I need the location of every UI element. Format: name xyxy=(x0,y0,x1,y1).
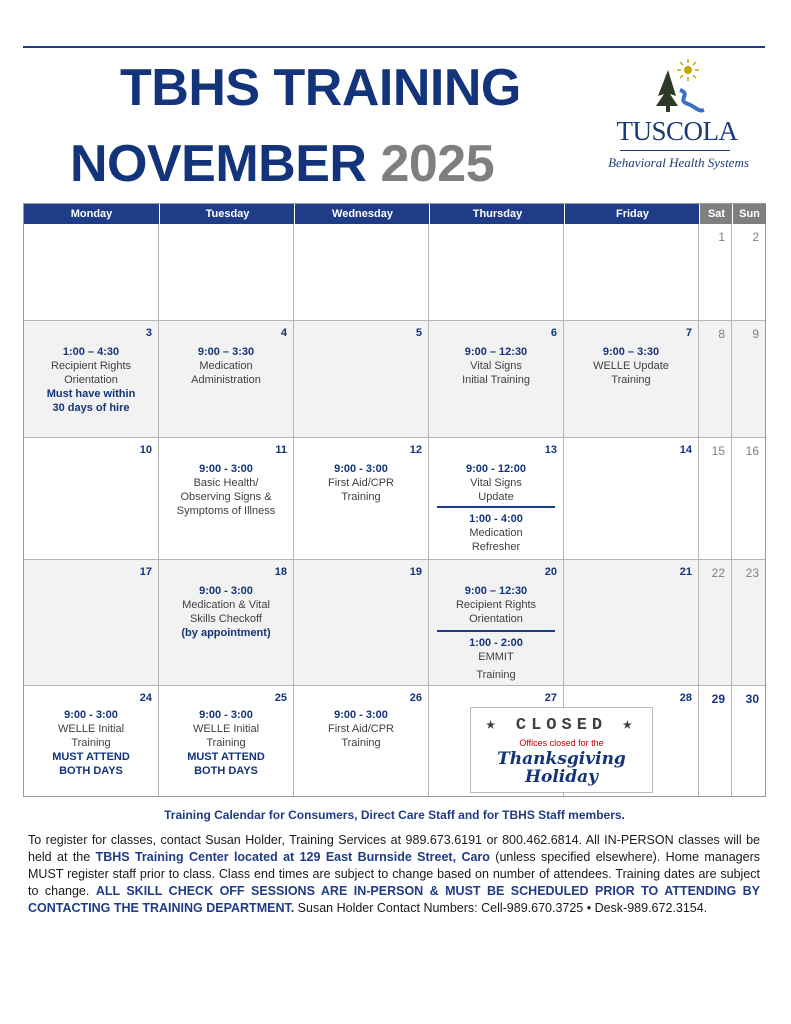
day-cell-12 xyxy=(294,438,429,560)
event-title: Training xyxy=(341,737,381,749)
event-note: (by appointment) xyxy=(181,627,271,639)
info-text: To register for classes, contact Susan Holder, Training Services at 989.673.6191 or 800.462.6814. All IN-PERSON classes will be held at the xyxy=(28,833,760,864)
day-number: 11 xyxy=(275,444,287,456)
day-number: 3 xyxy=(145,327,152,339)
day-cell-25 xyxy=(159,686,294,796)
day-number: 22 xyxy=(711,566,725,580)
day-number: 2 xyxy=(752,230,759,244)
day-cell-empty xyxy=(564,224,699,321)
day-cell-empty xyxy=(159,224,294,321)
day-cell-22 xyxy=(699,560,732,686)
event-title: Medication xyxy=(199,360,253,372)
event-welle-initial xyxy=(24,708,158,778)
event-vital-signs-update xyxy=(429,462,563,504)
day-cell-15 xyxy=(699,438,732,560)
event-emmit-training xyxy=(429,636,563,682)
logo-name: TUSCOLA xyxy=(616,116,738,146)
event-time: 9:00 – 3:30 xyxy=(197,346,255,358)
event-time: 1:00 - 4:00 xyxy=(469,513,523,525)
day-cell-13 xyxy=(429,438,564,560)
event-title: Symptoms of Illness xyxy=(176,505,276,517)
event-divider xyxy=(437,630,555,632)
event-title: Basic Health/ xyxy=(193,477,259,489)
day-cell-empty xyxy=(24,224,159,321)
day-number: 29 xyxy=(711,692,725,706)
event-note: BOTH DAYS xyxy=(194,765,258,777)
event-title: Refresher xyxy=(471,541,521,553)
event-title: Update xyxy=(478,491,514,503)
day-cell-2 xyxy=(732,224,765,321)
day-cell-7 xyxy=(564,321,699,438)
event-note: 30 days of hire xyxy=(52,402,130,414)
event-note: MUST ATTEND xyxy=(52,751,130,763)
event-basic-health xyxy=(159,462,293,518)
event-welle-update xyxy=(564,345,698,387)
event-time: 9:00 - 3:00 xyxy=(199,709,253,721)
logo-divider xyxy=(620,150,730,151)
day-cell-26 xyxy=(294,686,429,796)
event-time: 9:00 - 3:00 xyxy=(199,585,253,597)
event-skills-checkoff xyxy=(159,584,293,640)
event-divider xyxy=(437,506,555,508)
event-title: Orientation xyxy=(64,374,118,386)
closed-title-text: CLOSED xyxy=(515,716,608,735)
day-cell-empty xyxy=(294,224,429,321)
event-title: Orientation xyxy=(469,613,523,625)
event-time: 9:00 - 3:00 xyxy=(64,709,118,721)
day-number: 12 xyxy=(409,444,422,456)
event-note: Must have within xyxy=(46,388,136,400)
info-text: (unless specified elsewhere). Home managers MUST register staff prior to class. Class end times are subject to change based on number of attendees. Training dates are subject to change. xyxy=(28,850,760,898)
day-number: 1 xyxy=(718,230,725,244)
day-number: 9 xyxy=(752,327,759,341)
closed-title: ★ CLOSED ★ xyxy=(485,716,638,735)
day-number: 25 xyxy=(274,692,287,704)
event-title: Recipient Rights xyxy=(50,360,132,372)
event-title: Vital Signs xyxy=(470,477,522,489)
event-title: Training xyxy=(206,737,246,749)
registration-info xyxy=(28,832,760,917)
day-number: 24 xyxy=(139,692,152,704)
title-month: NOVEMBER xyxy=(70,135,367,193)
day-cell-30 xyxy=(732,686,765,796)
event-title: WELLE Initial xyxy=(192,723,260,735)
event-title: Skills Checkoff xyxy=(190,613,262,625)
day-number: 13 xyxy=(544,444,557,456)
logo-subtitle: Behavioral Health Systems xyxy=(608,155,749,170)
calendar-grid xyxy=(23,203,766,797)
event-note: BOTH DAYS xyxy=(59,765,123,777)
day-number: 26 xyxy=(409,692,422,704)
holiday-line: Thanksgiving xyxy=(497,749,626,769)
day-cell-3 xyxy=(24,321,159,438)
event-title: Observing Signs & xyxy=(180,491,272,503)
event-time: 9:00 – 3:30 xyxy=(602,346,660,358)
weekday-header-friday: Friday xyxy=(564,204,700,224)
day-number: 18 xyxy=(274,566,287,578)
day-cell-8 xyxy=(699,321,732,438)
day-cell-6 xyxy=(429,321,564,438)
closed-sign xyxy=(470,707,653,793)
event-time: 9:00 - 3:00 xyxy=(199,463,253,475)
day-cell-19 xyxy=(294,560,429,686)
day-number: 14 xyxy=(679,444,692,456)
day-number: 28 xyxy=(679,692,692,704)
weekday-header-monday: Monday xyxy=(24,204,159,224)
weekday-header-sat: Sat xyxy=(699,204,733,224)
info-location: TBHS Training Center located at 129 East Burnside Street, Caro xyxy=(95,850,490,864)
day-number: 4 xyxy=(280,327,287,339)
event-first-aid-cpr xyxy=(294,708,428,750)
day-cell-29 xyxy=(699,686,732,796)
event-title: Training xyxy=(476,669,516,681)
weekday-header-sun: Sun xyxy=(732,204,766,224)
event-time: 9:00 – 12:30 xyxy=(464,346,528,358)
day-cell-1 xyxy=(699,224,732,321)
event-time: 1:00 – 4:30 xyxy=(62,346,120,358)
day-cell-10 xyxy=(24,438,159,560)
event-title: Initial Training xyxy=(462,374,530,386)
event-medication-admin xyxy=(159,345,293,387)
day-cell-empty xyxy=(429,224,564,321)
day-number: 17 xyxy=(139,566,152,578)
day-cell-5 xyxy=(294,321,429,438)
info-contact: Susan Holder Contact Numbers: Cell-989.670.3725 • Desk-989.672.3154. xyxy=(294,901,708,915)
event-title: Vital Signs xyxy=(470,360,522,372)
day-cell-16 xyxy=(732,438,765,560)
day-cell-18 xyxy=(159,560,294,686)
event-title: First Aid/CPR xyxy=(327,477,394,489)
event-recipient-rights xyxy=(24,345,158,415)
event-title: Administration xyxy=(191,374,261,386)
day-number: 19 xyxy=(409,566,422,578)
title-year: 2025 xyxy=(380,135,495,193)
top-rule xyxy=(23,46,765,48)
event-time: 1:00 - 2:00 xyxy=(469,637,523,649)
event-title: First Aid/CPR xyxy=(327,723,394,735)
event-vital-signs xyxy=(429,345,563,387)
event-title: Medication xyxy=(469,527,523,539)
day-cell-4 xyxy=(159,321,294,438)
event-first-aid-cpr xyxy=(294,462,428,504)
event-title: Recipient Rights xyxy=(455,599,537,611)
event-title: EMMIT xyxy=(478,651,514,663)
day-number: 23 xyxy=(745,566,759,580)
event-title: WELLE Update xyxy=(593,360,669,372)
day-number: 15 xyxy=(711,444,725,458)
day-number: 21 xyxy=(679,566,692,578)
page-subtitle xyxy=(70,134,494,194)
event-medication-refresher xyxy=(429,512,563,554)
info-requirement: ALL SKILL CHECK OFF SESSIONS ARE IN-PERSON & MUST BE SCHEDULED PRIOR TO ATTENDING BY CONTACTING THE TRAINING DEPARTMENT. xyxy=(28,884,760,915)
day-number: 10 xyxy=(139,444,152,456)
day-number: 16 xyxy=(745,444,759,458)
weekday-header-thursday: Thursday xyxy=(429,204,565,224)
day-cell-11 xyxy=(159,438,294,560)
day-number: 8 xyxy=(718,327,725,341)
event-title: WELLE Initial xyxy=(57,723,125,735)
weekday-header-tuesday: Tuesday xyxy=(159,204,295,224)
event-time: 9:00 - 3:00 xyxy=(334,709,388,721)
day-number: 7 xyxy=(685,327,692,339)
calendar-tagline: Training Calendar for Consumers, Direct Care Staff and for TBHS Staff members. xyxy=(164,808,625,822)
day-cell-21 xyxy=(564,560,699,686)
day-number: 20 xyxy=(544,566,557,578)
event-note: MUST ATTEND xyxy=(187,751,265,763)
day-cell-14 xyxy=(564,438,699,560)
page-title: TBHS TRAINING xyxy=(120,59,521,117)
day-cell-20 xyxy=(429,560,564,686)
event-time: 9:00 – 12:30 xyxy=(464,585,528,597)
event-time: 9:00 - 3:00 xyxy=(334,463,388,475)
event-recipient-rights xyxy=(429,584,563,626)
day-cell-17 xyxy=(24,560,159,686)
event-welle-initial xyxy=(159,708,293,778)
day-number: 6 xyxy=(550,327,557,339)
day-cell-24 xyxy=(24,686,159,796)
event-title: Training xyxy=(71,737,111,749)
event-title: Training xyxy=(611,374,651,386)
day-cell-9 xyxy=(732,321,765,438)
holiday-line: Holiday xyxy=(524,767,599,787)
closed-subtitle: Offices closed for the xyxy=(519,738,604,748)
event-title: Medication & Vital xyxy=(182,599,270,611)
event-title: Training xyxy=(341,491,381,503)
day-number: 5 xyxy=(415,327,422,339)
day-number: 27 xyxy=(544,692,557,704)
weekday-header-wednesday: Wednesday xyxy=(294,204,430,224)
day-cell-23 xyxy=(732,560,765,686)
closed-holiday xyxy=(471,750,652,786)
event-time: 9:00 - 12:00 xyxy=(466,463,526,475)
day-number: 30 xyxy=(745,692,759,706)
